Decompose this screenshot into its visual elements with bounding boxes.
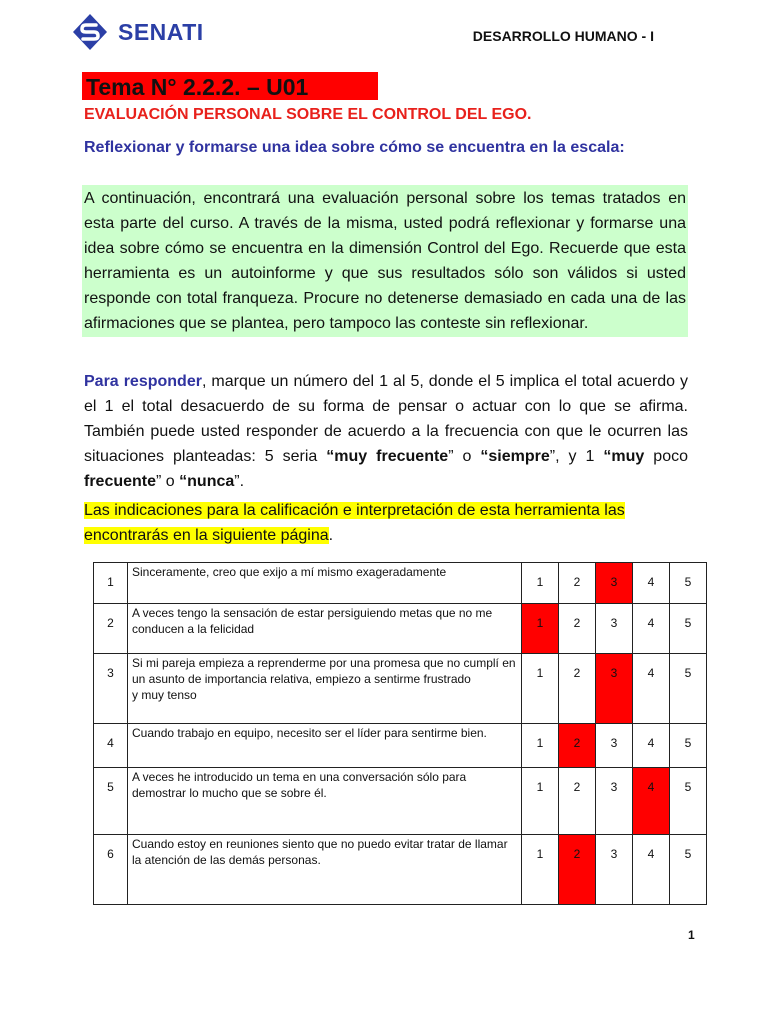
section-subtitle: EVALUACIÓN PERSONAL SOBRE EL CONTROL DEL EGO. xyxy=(84,106,532,123)
item-number: 3 xyxy=(94,654,128,724)
reflect-heading: Reflexionar y formarse una idea sobre cómo se encuentra en la escala: xyxy=(84,139,625,156)
intro-paragraph: A continuación, encontrará una evaluación personal sobre los temas tratados en esta parte del curso. A través de la misma, usted podrá reflexionar y formarse una idea sobre cómo se encuentra en la dimensión Control del Ego. Recuerde que esta herramienta es un autoinforme y que sus resultados sólo son válidos si usted responde con total franqueza. Procure no detenerse demasiado en cada una de las afirmaciones que se plantea, pero tampoco las conteste sin reflexionar. xyxy=(82,185,688,337)
score-cell-5[interactable]: 5 xyxy=(670,563,707,604)
score-cell-2[interactable]: 2 xyxy=(559,604,596,654)
table-row xyxy=(94,654,707,724)
course-title: DESARROLLO HUMANO - I xyxy=(472,28,654,44)
score-cell-2[interactable]: 2 xyxy=(559,768,596,835)
item-statement: Cuando estoy en reuniones siento que no puedo evitar tratar de llamar la atención de las demás personas. xyxy=(128,835,522,905)
senati-logo-icon xyxy=(70,12,110,52)
score-cell-5[interactable]: 5 xyxy=(670,604,707,654)
item-statement: Sinceramente, creo que exijo a mí mismo exageradamente xyxy=(128,563,522,604)
logo-text: SENATI xyxy=(118,18,204,45)
evaluation-table xyxy=(93,562,707,905)
score-cell-1[interactable]: 1 xyxy=(522,654,559,724)
score-cell-5[interactable]: 5 xyxy=(670,835,707,905)
score-cell-2[interactable]: 2 xyxy=(559,654,596,724)
score-cell-1[interactable]: 1 xyxy=(522,768,559,835)
table-row xyxy=(94,724,707,768)
score-cell-5[interactable]: 5 xyxy=(670,654,707,724)
score-cell-4[interactable]: 4 xyxy=(633,835,670,905)
item-number: 6 xyxy=(94,835,128,905)
score-cell-4[interactable]: 4 xyxy=(633,604,670,654)
indications-highlight: Las indicaciones para la calificación e interpretación de esta herramienta las encontrarás en la siguiente página xyxy=(84,502,625,544)
instructions-paragraph: Para responder, marque un número del 1 al 5, donde el 5 implica el total acuerdo y el 1 el total desacuerdo de su forma de pensar o actuar con lo que se afirma. También puede usted responder de acuerdo a la frecuencia con que le ocurren las situaciones planteadas: 5 seria “muy frecuente” o “siempre”, y 1 “muy poco frecuente” o “nunca”. xyxy=(84,373,688,490)
item-statement: A veces he introducido un tema en una conversación sólo para demostrar lo mucho que se sobre él. xyxy=(128,768,522,835)
item-statement: A veces tengo la sensación de estar persiguiendo metas que no me conducen a la felicidad xyxy=(128,604,522,654)
score-cell-5[interactable]: 5 xyxy=(670,724,707,768)
score-cell-3[interactable]: 3 xyxy=(596,654,633,724)
item-statement: Si mi pareja empieza a reprenderme por una promesa que no cumplí en un asunto de importancia relativa, empiezo a sentirme frustrado y muy tenso xyxy=(128,654,522,724)
score-cell-3[interactable]: 3 xyxy=(596,724,633,768)
score-cell-1[interactable]: 1 xyxy=(522,604,559,654)
score-cell-4[interactable]: 4 xyxy=(633,563,670,604)
score-cell-3[interactable]: 3 xyxy=(596,768,633,835)
table-row xyxy=(94,835,707,905)
table-row xyxy=(94,604,707,654)
score-cell-1[interactable]: 1 xyxy=(522,563,559,604)
score-cell-3[interactable]: 3 xyxy=(596,835,633,905)
score-cell-2[interactable]: 2 xyxy=(559,724,596,768)
score-cell-3[interactable]: 3 xyxy=(596,604,633,654)
score-cell-5[interactable]: 5 xyxy=(670,768,707,835)
indications-note: Las indicaciones para la calificación e interpretación de esta herramienta las encontrarás en la siguiente página. xyxy=(84,502,625,544)
senati-logo xyxy=(70,12,204,52)
score-cell-1[interactable]: 1 xyxy=(522,724,559,768)
score-cell-4[interactable]: 4 xyxy=(633,654,670,724)
page-number: 1 xyxy=(688,928,695,942)
page-header xyxy=(70,12,710,52)
score-cell-2[interactable]: 2 xyxy=(559,563,596,604)
item-number: 4 xyxy=(94,724,128,768)
score-cell-4[interactable]: 4 xyxy=(633,768,670,835)
score-cell-1[interactable]: 1 xyxy=(522,835,559,905)
instructions-lead: Para responder xyxy=(84,373,202,390)
score-cell-4[interactable]: 4 xyxy=(633,724,670,768)
score-cell-2[interactable]: 2 xyxy=(559,835,596,905)
item-number: 2 xyxy=(94,604,128,654)
item-number: 1 xyxy=(94,563,128,604)
topic-title: Tema N° 2.2.2. – U01 xyxy=(82,72,378,100)
score-cell-3[interactable]: 3 xyxy=(596,563,633,604)
table-row xyxy=(94,768,707,835)
item-statement: Cuando trabajo en equipo, necesito ser el líder para sentirme bien. xyxy=(128,724,522,768)
item-number: 5 xyxy=(94,768,128,835)
table-row xyxy=(94,563,707,604)
